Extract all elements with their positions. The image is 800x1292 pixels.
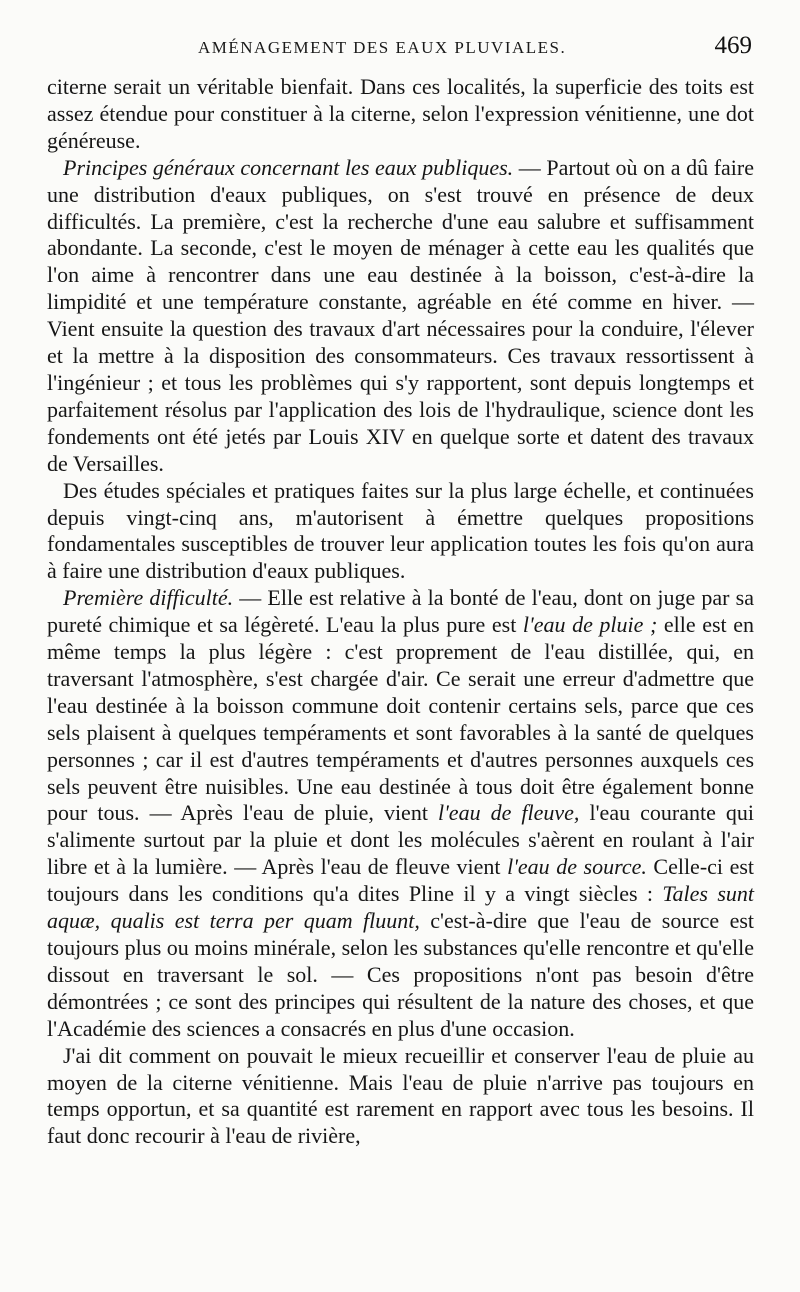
paragraph <box>47 155 754 478</box>
italic-text: l'eau de source. <box>507 854 647 880</box>
text-run: J'ai dit comment on pouvait le mieux recueillir et conserver l'eau de pluie au moyen de la citerne vénitienne. Mais l'eau de pluie n'arrive pas toujours en temps opportun, et sa quantité est rarement en rapport avec tous les besoins. Il faut donc recourir à l'eau de rivière, <box>47 1042 754 1149</box>
italic-text: Première difficulté. <box>63 585 234 611</box>
paragraph <box>47 478 754 586</box>
text-run: l'eau courante qui s'alimente surtout par la pluie et dont les molécules s'aèrent en roulant à l'air libre et à la lumière. — Après l'eau de fleuve vient <box>47 800 754 880</box>
paragraph <box>47 74 754 155</box>
text-run: c'est-à-dire que l'eau de source est toujours plus ou moins minérale, selon les substances qu'elle rencontre et qu'elle dissout en traversant le sol. — Ces propositions n'ont pas besoin d'être démontrées ; ce sont des principes qui résultent de la nature des choses, et que l'Académie des sciences a consacrés en plus d'une occasion. <box>47 908 755 1041</box>
text-run: — Elle est relative à la bonté de l'eau, dont on juge par sa pureté chimique et sa légèreté. L'eau la plus pure est <box>47 585 754 638</box>
text-run: — Partout où on a dû faire une distribution d'eaux publiques, on s'est trouvé en présence de deux difficultés. La première, c'est la recherche d'une eau salubre et suffisamment abondante. La seconde, c'est le moyen de ménager à cette eau les qualités que l'on aime à rencontrer dans une eau destinée à la boisson, c'est-à-dire la limpidité et une température constante, agréable en été comme en hiver. — Vient ensuite la question des travaux d'art nécessaires pour la conduire, l'élever et la mettre à la disposition des consommateurs. Ces travaux ressortissent à l'ingénieur ; et tous les problèmes qui s'y rapportent, sont depuis longtemps et parfaitement résolus par l'application des lois de l'hydraulique, science dont les fondements ont été jetés par Louis XIV en quelque sorte et datent des travaux de Versailles. <box>47 154 754 476</box>
text-run: elle est en même temps la plus légère : c'est proprement de l'eau distillée, qui, en traversant l'atmosphère, s'est chargée d'air. Ce serait une erreur d'admettre que l'eau destinée à la boisson commune doit contenir certains sels, parce que ces sels plaisent à quelques tempéraments et sont favorables à la santé de quelques personnes ; car il est d'autres tempéraments et d'autres personnes auxquels ces sels peuvent être nuisibles. Une eau destinée à tous doit être également bonne pour tous. — Après l'eau de pluie, vient <box>47 612 754 826</box>
italic-text: Tales sunt aquæ, qualis est terra per quam fluunt, <box>47 881 755 934</box>
italic-text: l'eau de fleuve, <box>437 800 580 826</box>
text-run: citerne serait un véritable bienfait. Dans ces localités, la superficie des toits est assez étendue pour constituer à la citerne, selon l'expression vénitienne, une dot généreuse. <box>47 74 754 153</box>
page-number: 469 <box>714 32 752 59</box>
page-header <box>48 32 760 72</box>
text-run: Des études spéciales et pratiques faites sur la plus large échelle, et continuées depuis vingt-cinq ans, m'autorisent à émettre quelques propositions fondamentales susceptibles de trouver leur application toutes les fois qu'on aura à faire une distribution d'eaux publiques. <box>47 477 754 584</box>
running-title: AMÉNAGEMENT DES EAUX PLUVIALES. <box>198 38 567 57</box>
italic-text: Principes généraux concernant les eaux publiques. <box>63 154 514 180</box>
italic-text: l'eau de pluie ; <box>522 612 658 638</box>
body-text <box>47 74 754 1150</box>
paragraph <box>47 585 754 1042</box>
text-run: Celle-ci est toujours dans les conditions qu'a dites Pline il y a vingt siècles : <box>47 854 755 907</box>
paragraph <box>47 1043 754 1151</box>
